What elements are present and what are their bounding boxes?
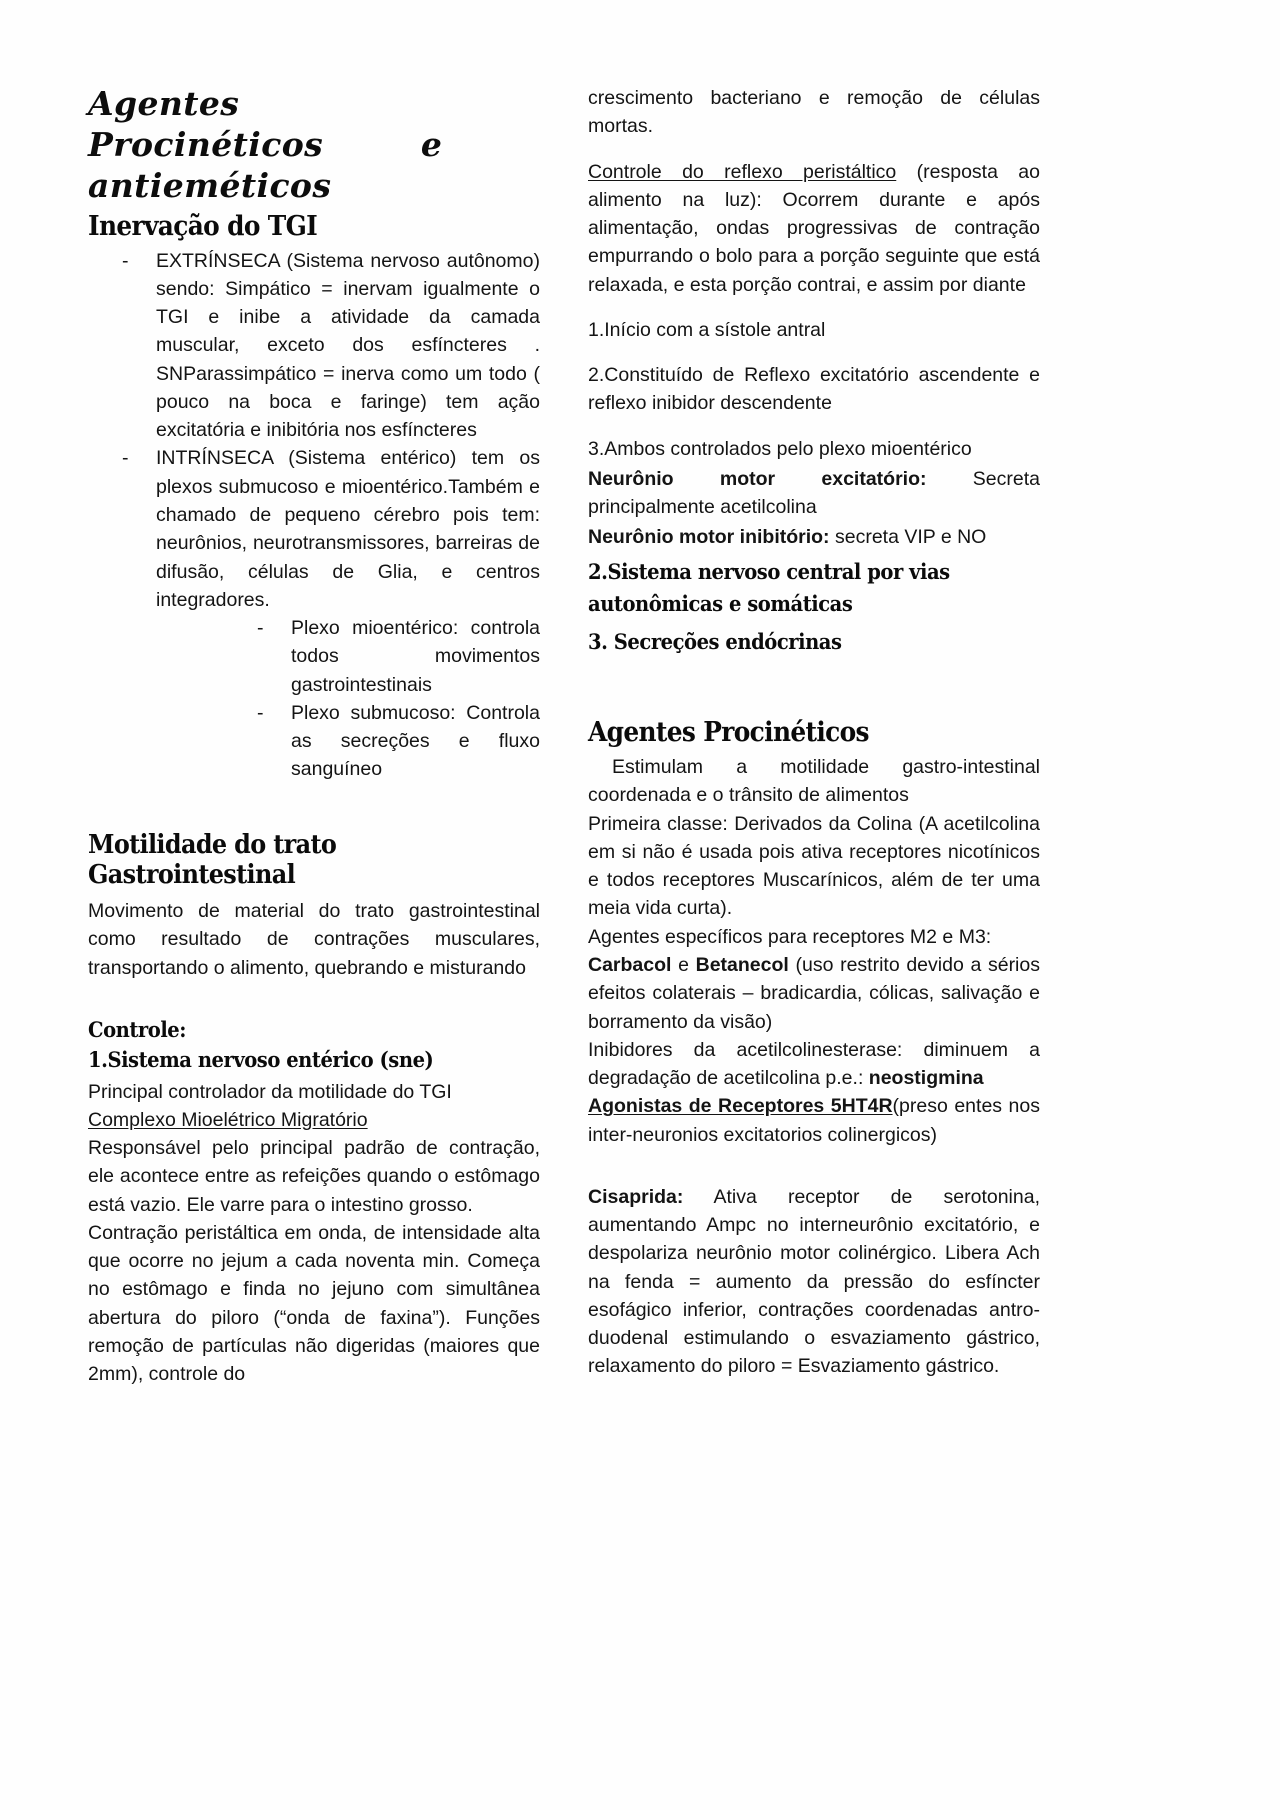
inervacao-bullet-list — [88, 247, 540, 784]
left-column — [88, 84, 540, 1750]
title-word-agentes: Agentes — [88, 84, 240, 123]
heading-agentes-procineticos: Agentes Procinéticos — [588, 717, 869, 749]
paragraph-complexo-mioeletrico: Responsável pelo principal padrão de contração, ele acontece entre as refeições quando o estômago está vazio. Ele varre para o intestino grosso. — [88, 1137, 540, 1216]
paragraph-agonistas-5ht4r — [588, 1092, 1040, 1149]
paragraph-cisaprida — [588, 1183, 1040, 1381]
paragraph-estimulam-motilidade: Estimulam a motilidade gastro-intestinal coordenada e o trânsito de alimentos — [588, 756, 1040, 807]
list-item — [88, 247, 540, 445]
bold-label-neuronio-inibitorio: Neurônio motor inibitório: — [588, 526, 830, 549]
underlined-complexo-mioeletrico — [88, 1106, 540, 1134]
title-word-procineticos: Procinéticos — [88, 124, 324, 164]
right-column — [588, 84, 1040, 1750]
drug-joiner: e — [671, 953, 696, 976]
agonistas-rest-text: (preso entes nos inter-neuronios excitatorios colinergicos) — [588, 1095, 1040, 1146]
dash-bullet-icon: - — [122, 249, 129, 272]
cisaprida-text: Ativa receptor de serotonina, aumentando Ampc no interneurônio excitatório, e despolariza neurônio motor colinérgico. Libera Ach na fenda = aumento da pressão do esfíncter esofágico inferior, contrações coordenadas antro-duodenal estimulando o esvaziamento gástrico, relaxamento do piloro = Esvaziamento gástrico. — [588, 1185, 1040, 1378]
bold-label-neuronio-excitatorio: Neurônio motor excitatório: — [588, 467, 927, 490]
paragraph-primeira-classe: Primeira classe: Derivados da Colina (A acetilcolina em si não é usada pois ativa receptores nicotínicos e todos receptores Muscarínicos, além de ter uma meia vida curta). — [588, 812, 1040, 920]
list-item-text: INTRÍNSECA (Sistema entérico) tem os plexos submucoso e mioentérico.Também e chamado de pequeno cérebro pois tem: neurônios, neurotransmissores, barreiras de difusão, células de Glia, e centros integradores. — [156, 447, 540, 611]
numbered-item-2: 2.Constituído de Reflexo excitatório ascendente e reflexo inibidor descendente — [588, 364, 1040, 415]
dash-bullet-icon: - — [257, 617, 264, 640]
paragraph-inibidores-acetilcolinesterase — [588, 1036, 1040, 1093]
paragraph-reflexo-rest: (resposta ao alimento na luz): Ocorrem durante e após alimentação, ondas progressivas de contração empurrando o bolo para a porção seguinte que está relaxada, e esta porção contrai, e assim por diante — [588, 160, 1040, 296]
drug-name-carbacol: Carbacol — [588, 953, 672, 976]
list-item-text: Plexo submucoso: Controla as secreções e fluxo sanguíneo — [291, 701, 540, 781]
paragraph-neuronio-inibitorio — [588, 523, 1040, 551]
list-item — [88, 444, 540, 783]
paragraph-agentes-especificos: Agentes específicos para receptores M2 e M3: — [588, 925, 992, 948]
heading-secrecoes-endocrinas: 3. Secreções endócrinas — [588, 628, 842, 654]
neuronio-inibitorio-text: secreta VIP e NO — [829, 526, 987, 549]
neuronio-excitatorio-text: Secreta principalmente acetilcolina — [588, 467, 1040, 519]
heading-motilidade-trato-gastrointestinal: Motilidade do trato Gastrointestinal — [88, 829, 337, 891]
numbered-item-1: 1.Início com a sístole antral — [588, 318, 826, 341]
document-title — [88, 84, 540, 207]
heading-sistema-nervoso-central: 2.Sistema nervoso central por vias autonômicas e somáticas — [588, 558, 950, 617]
inibidores-text: Inibidores da acetilcolinesterase: diminuem a degradação de acetilcolina p.e.: — [588, 1038, 1040, 1090]
paragraph-controle-reflexo-peristaltico — [588, 158, 1040, 299]
underline-span: Complexo Mioelétrico Migratório — [88, 1108, 368, 1131]
drug-name-cisaprida: Cisaprida: — [588, 1185, 684, 1208]
uso-restrito-text: (uso restrito devido a sérios efeitos colaterais – bradicardia, cólicas, salivação e borramento da visão) — [588, 953, 1040, 1033]
numbered-item-3: 3.Ambos controlados pelo plexo mioentérico — [588, 437, 972, 460]
paragraph-principal-controlador: Principal controlador da motilidade do TGI — [88, 1080, 452, 1103]
two-column-layout — [88, 84, 1192, 1750]
paragraph-neuronio-excitatorio — [588, 465, 1040, 522]
heading-controle: Controle: — [88, 1016, 186, 1042]
dash-bullet-icon: - — [257, 701, 264, 724]
title-word-antiemeticos: antieméticos — [88, 165, 332, 205]
paragraph-contracao-peristaltica: Contração peristáltica em onda, de intensidade alta que ocorre no jejum a cada noventa min. Começa no estômago e finda no jejuno com simultânea abertura do piloro (“onda de faxina”). Funções remoção de partículas não digeridas (maiores que 2mm), controle do — [88, 1221, 540, 1386]
list-item-text: EXTRÍNSECA (Sistema nervoso autônomo) sendo: Simpático = inervam igualmente o TGI e inibe a atividade da camada muscular, exceto dos esfíncteres . SNParassimpático = inerva como um todo ( pouco na boca e faringe) tem ação excitatória e inibitória nos esfíncteres — [156, 249, 540, 442]
underline-span: Controle do reflexo peristáltico — [588, 160, 897, 183]
title-word-e: e — [420, 124, 443, 164]
list-item-text: Plexo mioentérico: controla todos movimentos gastrointestinais — [291, 617, 540, 696]
paragraph-crescimento-bacteriano: crescimento bacteriano e remoção de células mortas. — [588, 87, 1040, 138]
drug-name-betanecol: Betanecol — [695, 953, 789, 976]
drug-name-neostigmina: neostigmina — [868, 1067, 984, 1090]
heading-inervacao-tgi: Inervação do TGI — [88, 210, 318, 242]
heading-sistema-nervoso-enterico: 1.Sistema nervoso entérico (sne) — [88, 1047, 434, 1073]
paragraph-carbacol-betanecol — [588, 951, 1040, 1036]
list-item — [156, 699, 540, 784]
paragraph-motilidade: Movimento de material do trato gastrointestinal como resultado de contrações musculares, transportando o alimento, quebrando e misturando — [88, 899, 540, 979]
list-item — [156, 614, 540, 699]
intrinseca-sub-list — [156, 614, 540, 784]
dash-bullet-icon: - — [122, 447, 129, 470]
bold-underline-agonistas-receptores: Agonistas de Receptores 5HT4R — [588, 1095, 893, 1118]
